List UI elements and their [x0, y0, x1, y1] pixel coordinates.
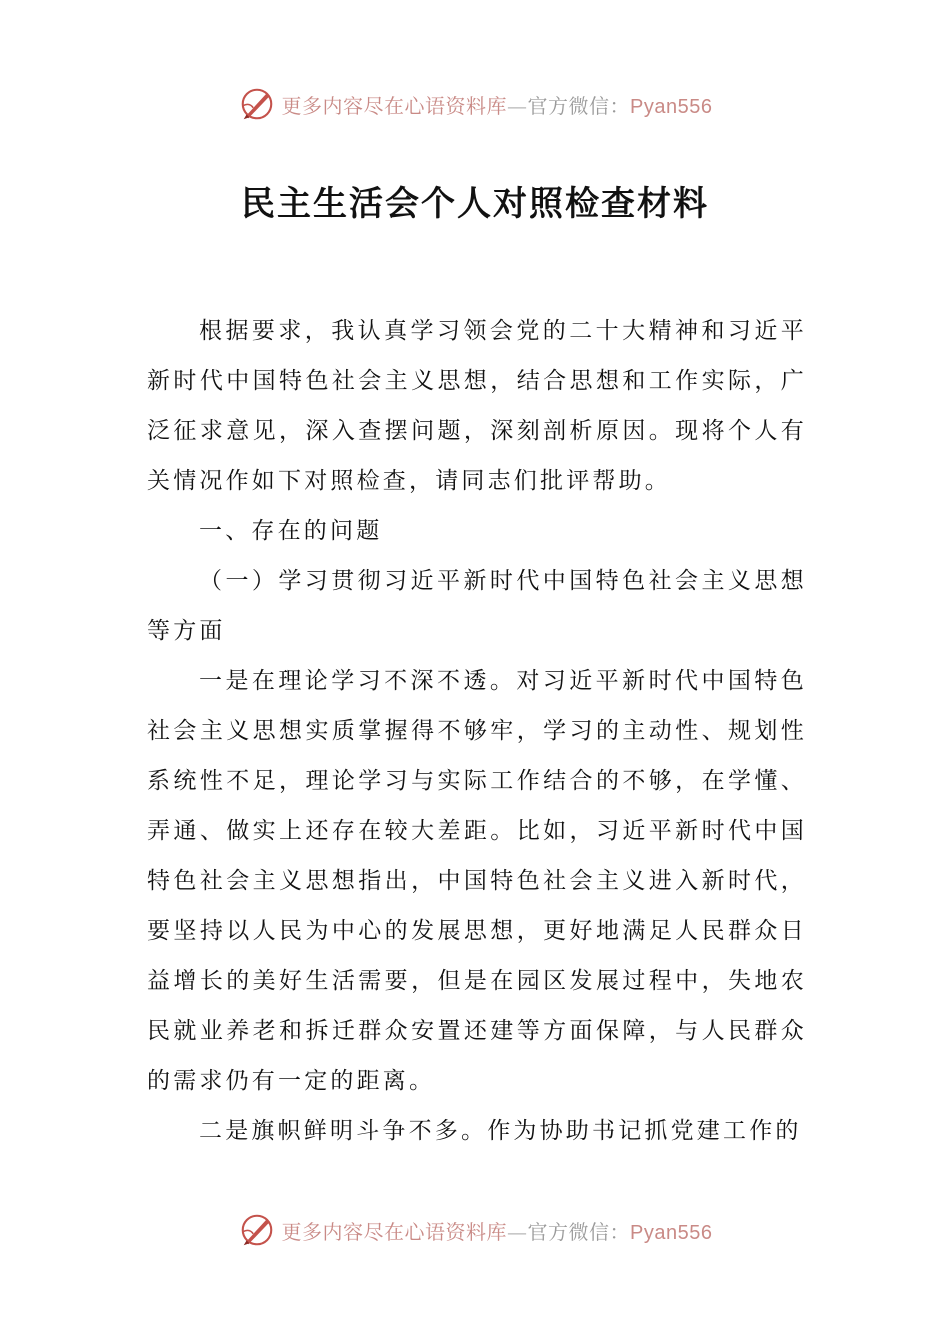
watermark-dash: — — [507, 1219, 528, 1244]
watermark-wechat: Pyan556 — [630, 1221, 713, 1244]
watermark-text — [282, 1216, 713, 1245]
section-heading: 一、存在的问题 — [199, 518, 383, 544]
paragraph-point-one: 一是在理论学习不深不透。对习近平新时代中国特色社会主义思想实质掌握得不够牢，学习的主动性、规划性系统性不足，理论学习与实际工作结合的不够，在学懂、弄通、做实上还存在较大差距。比如，习近平新时代中国特色社会主义思想指出，中国特色社会主义进入新时代，要坚持以人民为中心的发展思想，更好地满足人民群众日益增长的美好生活需要，但是在园区发展过程中，失地农民就业养老和拆迁群众安置还建等方面保障，与人民群众的需求仍有一定的距离。 — [147, 668, 807, 1094]
paragraph-point-two: 二是旗帜鲜明斗争不多。作为协助书记抓党建工作的 — [199, 1118, 802, 1144]
document-body — [147, 306, 807, 1156]
subsection-heading: （一）学习贯彻习近平新时代中国特色社会主义思想等方面 — [147, 568, 807, 644]
footer-watermark — [0, 1208, 950, 1252]
watermark-wechat: Pyan556 — [630, 95, 713, 118]
watermark-dash: — — [507, 93, 528, 118]
header-watermark — [0, 82, 950, 126]
paragraph-intro: 根据要求，我认真学习领会党的二十大精神和习近平新时代中国特色社会主义思想，结合思想和工作实际，广泛征求意见，深入查摆问题，深刻剖析原因。现将个人有关情况作如下对照检查，请同志们批评帮助。 — [147, 318, 807, 494]
watermark-text — [282, 90, 713, 119]
watermark-main: 更多内容尽在心语资料库 — [281, 1219, 508, 1244]
watermark-official: 官方微信： — [527, 1219, 631, 1244]
pen-logo-icon — [238, 85, 276, 123]
watermark-main: 更多内容尽在心语资料库 — [281, 93, 508, 118]
watermark-official: 官方微信： — [527, 93, 631, 118]
pen-logo-icon — [238, 1211, 276, 1249]
document-title: 民主生活会个人对照检查材料 — [241, 184, 709, 224]
